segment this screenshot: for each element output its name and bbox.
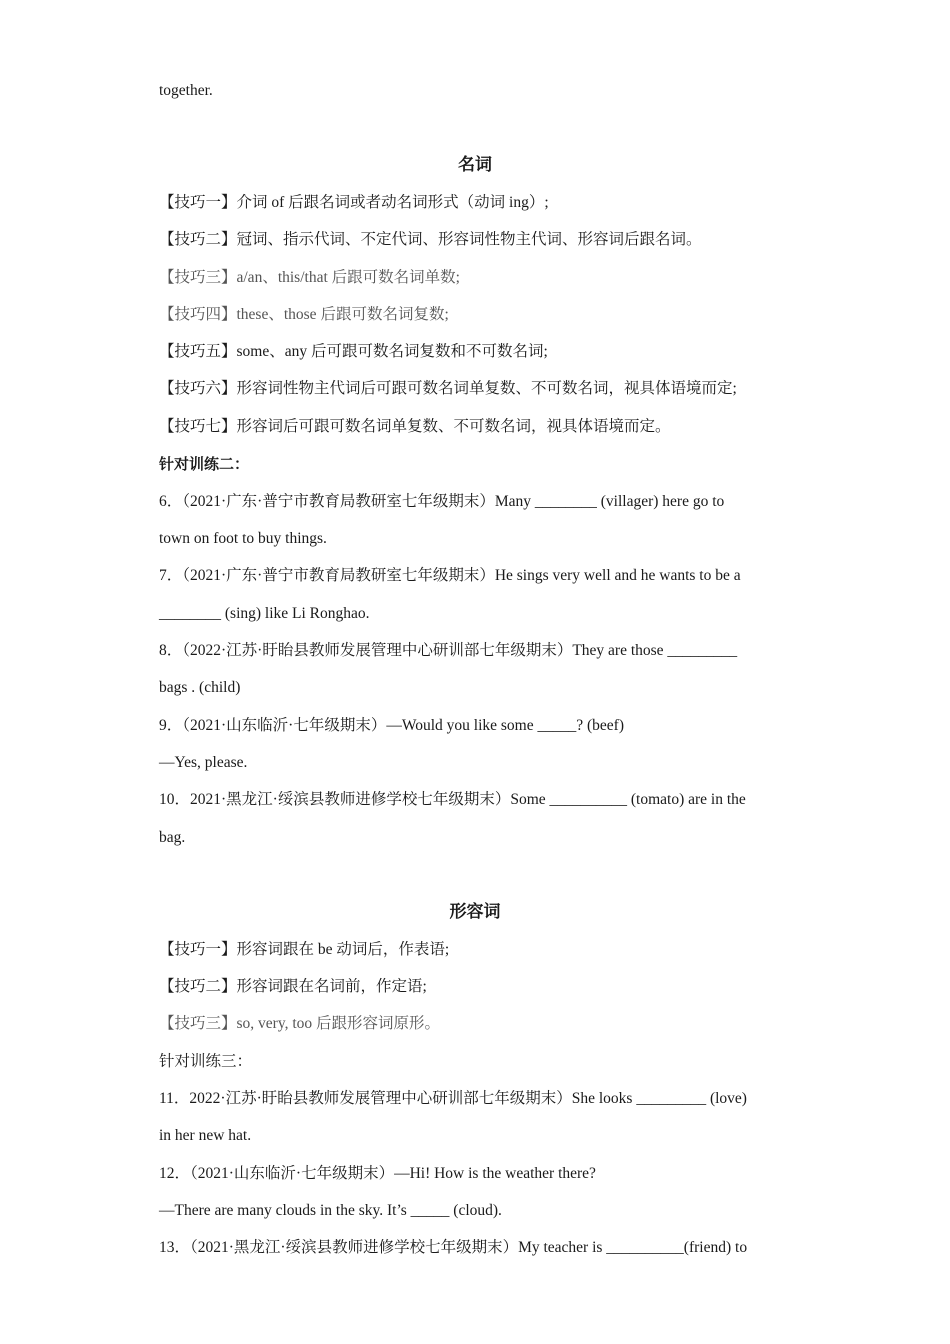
section-title-adjective: 形容词 — [449, 902, 501, 922]
noun-tip-7: 【技巧七】形容词后可跟可数名词单复数、不可数名词，视具体语境而定。 — [159, 418, 671, 435]
noun-tip-6: 【技巧六】形容词性物主代词后可跟可数名词单复数、不可数名词，视具体语境而定; — [159, 380, 737, 397]
noun-tip-2: 【技巧二】冠词、指示代词、不定代词、形容词性物主代词、形容词后跟名词。 — [159, 231, 702, 248]
adj-tip-3: 【技巧三】so, very, too 后跟形容词原形。 — [159, 1015, 440, 1032]
question-7-line-1: 7．（2021·广东·普宁市教育局教研室七年级期末）He sings very well and he wants to be a — [159, 567, 741, 584]
question-11-line-2: in her new hat. — [159, 1127, 252, 1144]
noun-tip-1: 【技巧一】介词 of 后跟名词或者动名词形式（动词 ing）; — [159, 194, 549, 211]
question-10-line-1: 10．2021·黑龙江·绥滨县教师进修学校七年级期末）Some __________ (tomato) are in the — [159, 791, 746, 808]
noun-tip-5: 【技巧五】some、any 后可跟可数名词复数和不可数名词; — [159, 343, 548, 360]
question-9-line-1: 9．（2021·山东临沂·七年级期末）—Would you like some _____? (beef) — [159, 717, 624, 734]
question-6-line-2: town on foot to buy things. — [159, 530, 327, 547]
top-fragment: together. — [159, 82, 213, 99]
question-9-line-2: —Yes, please. — [159, 754, 248, 771]
section-title-noun: 名词 — [458, 155, 492, 175]
question-12-line-1: 12．（2021·山东临沂·七年级期末）—Hi! How is the weather there? — [159, 1165, 596, 1182]
training-label-2: 针对训练二： — [159, 455, 250, 473]
question-8-line-1: 8．（2022·江苏·盱眙县教师发展管理中心研训部七年级期末）They are those _________ — [159, 642, 738, 659]
question-10-line-2: bag. — [159, 829, 186, 846]
noun-tip-4: 【技巧四】these、those 后跟可数名词复数; — [159, 306, 449, 323]
adj-tip-1: 【技巧一】形容词跟在 be 动词后，作表语; — [159, 941, 450, 958]
question-6-line-1: 6．（2021·广东·普宁市教育局教研室七年级期末）Many ________ (villager) here go to — [159, 493, 725, 510]
question-7-line-2: ________ (sing) like Li Ronghao. — [159, 605, 370, 622]
adj-tip-2: 【技巧二】形容词跟在名词前，作定语; — [159, 978, 427, 995]
question-8-line-2: bags . (child) — [159, 679, 241, 696]
question-13-line-1: 13．（2021·黑龙江·绥滨县教师进修学校七年级期末）My teacher is __________(friend) to — [159, 1239, 748, 1256]
question-12-line-2: —There are many clouds in the sky. It’s _____ (cloud). — [159, 1202, 502, 1219]
training-label-3: 针对训练三： — [159, 1053, 253, 1070]
noun-tip-3: 【技巧三】a/an、this/that 后跟可数名词单数; — [159, 269, 460, 286]
question-11-line-1: 11．2022·江苏·盱眙县教师发展管理中心研训部七年级期末）She looks _________ (love) — [159, 1090, 747, 1107]
